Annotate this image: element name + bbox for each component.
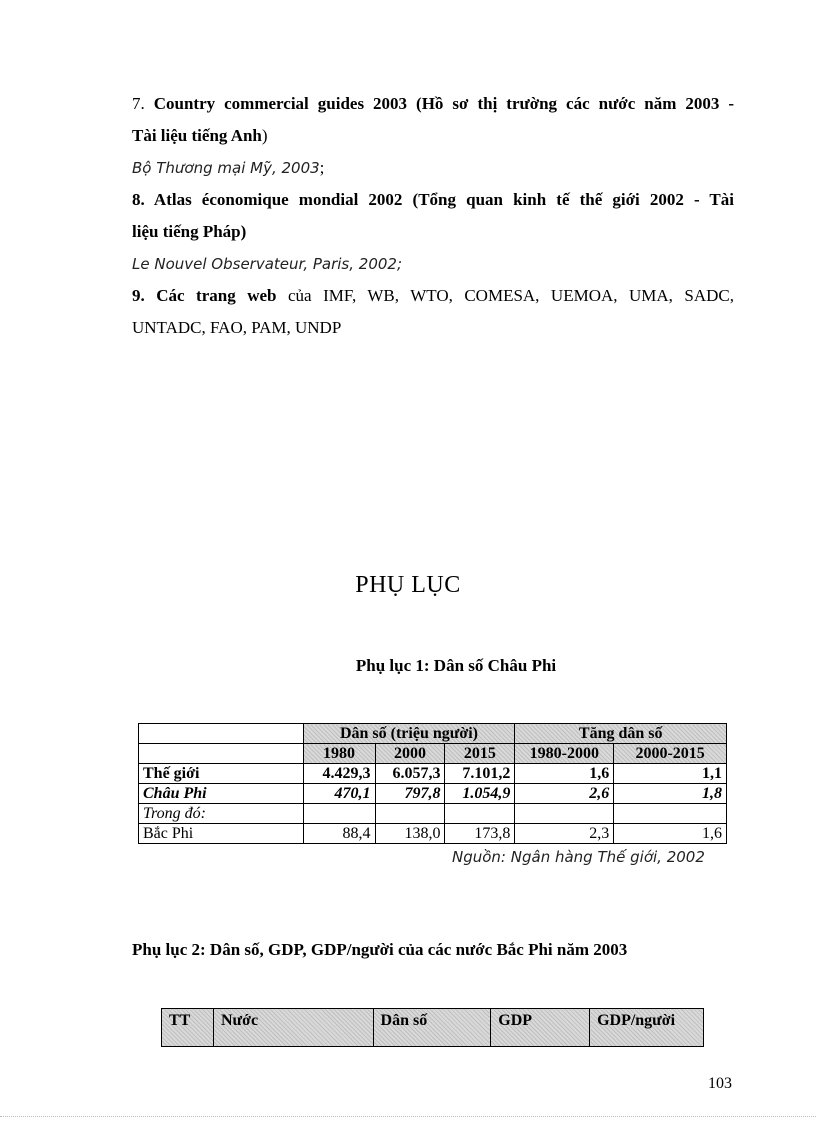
appendix-title: PHỤ LỤC — [355, 572, 461, 598]
table-row — [139, 824, 727, 844]
gdp-table — [161, 1008, 704, 1047]
table-cell: 2,6 — [515, 784, 614, 804]
table1-corner-cell — [139, 744, 304, 764]
reference-8-line-2: liệu tiếng Pháp) — [132, 222, 247, 241]
table-cell: 173,8 — [445, 824, 515, 844]
table-cell: 1,8 — [614, 784, 727, 804]
reference-7-title: Country commercial guides 2003 (Hồ sơ thị trường các nước năm 2003 - — [153, 94, 735, 113]
table-cell: 6.057,3 — [375, 764, 445, 784]
page-number: 103 — [708, 1075, 732, 1092]
reference-7-line-1: 7. Country commercial guides 2003 (Hồ sơ thị trường các nước năm 2003 - — [132, 94, 735, 113]
growth-group-header: Tăng dân số — [515, 724, 727, 744]
reference-7-line-2: Tài liệu tiếng Anh) — [132, 126, 268, 145]
column-header: Dân số — [373, 1009, 491, 1047]
reference-7-source: Bộ Thương mại Mỹ, 2003; — [132, 158, 325, 177]
table-row — [139, 784, 727, 804]
reference-9-line-1: 9. Các trang web của IMF, WB, WTO, COMESA, UEMOA, UMA, SADC, — [132, 286, 735, 305]
reference-8-source: Le Nouvel Observateur, Paris, 2002; — [132, 255, 402, 273]
reference-9-line-2: UNTADC, FAO, PAM, UNDP — [132, 318, 342, 337]
table2-header-row — [162, 1009, 704, 1047]
table-cell — [614, 804, 727, 824]
period-header: 2000-2015 — [614, 744, 727, 764]
population-table — [138, 723, 727, 844]
table1-caption: Phụ lục 1: Dân số Châu Phi — [355, 656, 557, 675]
row-label: Trong đó: — [139, 804, 304, 824]
table-cell: 1.054,9 — [445, 784, 515, 804]
table1-header-row-2 — [139, 744, 727, 764]
page-bottom-edge — [0, 1116, 816, 1117]
period-header: 1980-2000 — [515, 744, 614, 764]
table1-source: Nguồn: Ngân hàng Thế giới, 2002 — [452, 848, 705, 866]
table2-caption: Phụ lục 2: Dân số, GDP, GDP/người của các nước Bắc Phi năm 2003 — [132, 940, 628, 959]
column-header: TT — [162, 1009, 214, 1047]
table-cell: 138,0 — [375, 824, 445, 844]
table-cell: 1,6 — [515, 764, 614, 784]
table1-corner-cell — [139, 724, 304, 744]
table-cell: 470,1 — [303, 784, 375, 804]
column-header: GDP/người — [590, 1009, 704, 1047]
table-cell: 4.429,3 — [303, 764, 375, 784]
reference-8-line-1: 8. Atlas économique mondial 2002 (Tổng quan kinh tế thế giới 2002 - Tài — [132, 190, 734, 209]
table-cell: 2,3 — [515, 824, 614, 844]
table-cell — [515, 804, 614, 824]
table-cell — [375, 804, 445, 824]
row-label: Châu Phi — [139, 784, 304, 804]
table-row — [139, 764, 727, 784]
population-group-header: Dân số (triệu người) — [303, 724, 515, 744]
table-cell — [303, 804, 375, 824]
references-list — [132, 88, 734, 344]
table-cell: 88,4 — [303, 824, 375, 844]
year-header: 2015 — [445, 744, 515, 764]
column-header: Nước — [213, 1009, 373, 1047]
year-header: 1980 — [303, 744, 375, 764]
table-cell: 7.101,2 — [445, 764, 515, 784]
table-cell — [445, 804, 515, 824]
column-header: GDP — [491, 1009, 590, 1047]
row-label: Bắc Phi — [139, 824, 304, 844]
year-header: 2000 — [375, 744, 445, 764]
table-cell: 1,6 — [614, 824, 727, 844]
row-label: Thế giới — [139, 764, 304, 784]
table1-header-row-1 — [139, 724, 727, 744]
table-cell: 1,1 — [614, 764, 727, 784]
table-cell: 797,8 — [375, 784, 445, 804]
table-row — [139, 804, 727, 824]
